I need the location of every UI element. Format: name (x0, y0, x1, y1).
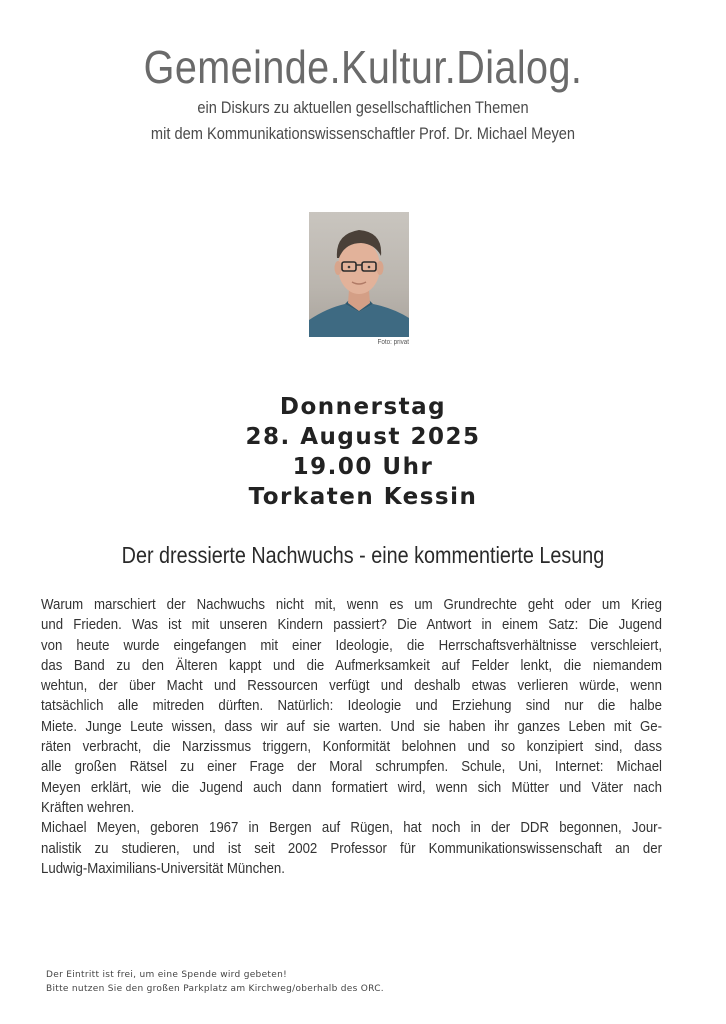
body-line: Miete. Junge Leute wissen, dass wir auf sie warten. Und sie haben ihr ganzes Leben mit Ge- (41, 718, 662, 735)
footer-admission-note: Der Eintritt ist frei, um eine Spende wird gebeten! (46, 970, 287, 980)
body-line: Ludwig-Maximilians-Universität München. (41, 860, 285, 877)
footer (46, 968, 384, 996)
subtitle-line-2: mit dem Kommunikationswissenschaftler Prof. Dr. Michael Meyen (150, 124, 576, 143)
page-title: Gemeinde.Kultur.Dialog. (143, 41, 583, 93)
speaker-portrait-image (309, 212, 409, 337)
body-text (41, 595, 662, 879)
body-line: und Frieden. Was ist mit unseren Kindern passiert? Die Antwort in einem Satz: Die Jugend (41, 617, 662, 634)
header (0, 40, 726, 146)
photo-credit: Foto: privat (377, 339, 409, 346)
body-line: Warum marschiert der Nachwuchs nicht mit, wenn es um Grundrechte geht oder um Krieg (41, 597, 662, 613)
body-line: Michael Meyen, geboren 1967 in Bergen auf Rügen, hat noch in der DDR begonnen, Jour- (41, 820, 662, 837)
body-line: tatsächlich alle mitreden dürften. Natürlich: Ideologie und Erziehung sind nur die halbe (41, 698, 662, 715)
body-line: das Band zu den Älteren kappt und die Aufmerksamkeit auf Felder lenkt, die niemandem (41, 657, 662, 674)
subtitle-line-1: ein Diskurs zu aktuellen gesellschaftlichen Themen (197, 98, 529, 117)
event-location: Torkaten Kessin (248, 484, 478, 510)
footer-parking-note: Bitte nutzen Sie den großen Parkplatz am Kirchweg/oberhalb des ORC. (46, 984, 384, 994)
body-line: alle großen Rätsel zu einer Frage der Moral schrumpfen. Schule, Uni, Internet: Michael (41, 759, 662, 776)
event-day: Donnerstag (279, 394, 447, 420)
event-details (0, 392, 726, 512)
body-line: Meyen erklärt, wie die Jugend auch dann formatiert wird, wenn sich Mütter und Väter nach (41, 779, 662, 796)
body-line: räten verbracht, die Narzissmus triggern, Konformität belohnen und so konzipiert sind, dass (41, 739, 662, 756)
body-line: Kräften wehren. (41, 799, 135, 816)
lesung-title: Der dressierte Nachwuchs - eine kommentierte Lesung (121, 542, 605, 568)
speaker-photo (309, 212, 409, 337)
body-line: von heute wurde eingefangen mit einer Ideologie, die Herrschaftsverhältnisse verschleiert, (41, 637, 662, 654)
event-date: 28. August 2025 (245, 424, 481, 450)
body-line: nalistik zu studieren, und ist seit 2002 Professor für Kommunikationswissenschaft an der (41, 840, 662, 857)
event-time: 19.00 Uhr (292, 454, 434, 480)
body-line: wehtun, der über Macht und Ressourcen verfügt und deshalb etwas verlieren würde, wenn (41, 678, 662, 695)
